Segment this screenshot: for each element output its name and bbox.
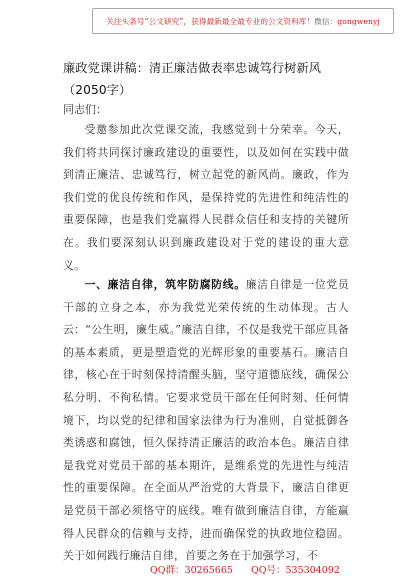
paragraph-section-1 [63,274,349,568]
banner-wechat-label: 微信： [314,16,338,26]
section-heading: 一、廉洁自律，筑牢防腐防线。 [84,278,246,291]
banner-main-text: “公文研究”，获得最新最全最专业的公文资料库！ [144,16,315,26]
footer-contacts [150,562,358,576]
paragraph-intro: 受邀参加此次党课交流，我感觉到十分荣幸。今天，我们将共同探讨廉政建设的重要性，以及如何在实践中做到清正廉洁、忠诚笃行，树立起党的新风尚。廉政，作为我们党的优良传统和作风，是保持党的先进性和纯洁性的重要保障，也是我们党赢得人民群众信任和支持的关键所在。我们要深刻认识到廉政建设对于党的建设的重大意义。 [63,123,349,272]
banner-prefix: 关注头条号 [106,16,145,26]
promo-banner [92,8,394,34]
section-body: 廉洁自律是一位党员干部的立身之本，亦为我党光荣传统的生动体现。古人云：“公生明，廉生威。”廉洁自律，不仅是我党干部应具备的基本素质，更是塑造党的光辉形象的重要基石。廉洁自律，核心在于时刻保持清醒头脑，坚守道德底线，确保公私分明、不徇私情。它要求党员干部在任何时刻、任何情境下，均以党的纪律和国家法律为行为准则，自觉抵御各类诱惑和腐蚀，恒久保持清正廉洁的政治本色。廉洁自律是我党对党员干部的基本期许，是维系党的先进性与纯洁性的重要保障。在全面从严治党的大背景下，廉洁自律更是党员干部必须恪守的底线。唯有做到廉洁自律，方能赢得人民群众的信赖与支持，进而确保党的执政地位稳固。关于如何践行廉洁自律，首要之务在于加强学习，不 [63,278,350,563]
document-title: 廉政党课讲稿：清正廉洁做表率忠诚笃行树新风（2050字） [63,61,322,97]
footer-qq-group: QQ群：30265665 [150,565,233,576]
banner-wechat-id: gongwenyj [337,16,380,26]
greeting: 同志们： [63,103,107,116]
footer-qq-number: QQ号：535304092 [250,565,340,576]
